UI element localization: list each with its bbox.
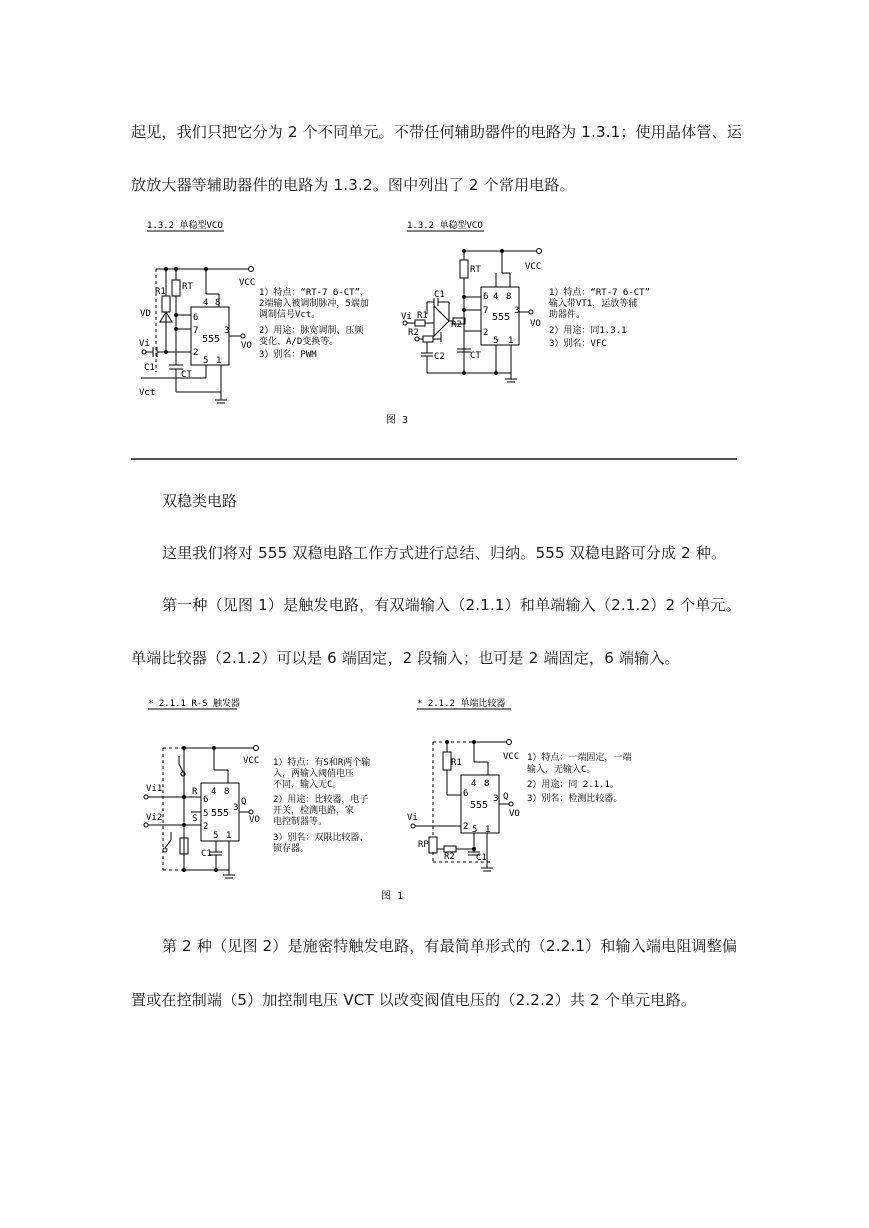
paragraph-3: 这里我们将对 555 双稳电路工作方式进行总结、归纳。555 双稳电路可分成 2 种。 (162, 544, 727, 562)
note-line: 输入带VT1，运放等辅 (549, 299, 638, 309)
pin-label: 3 (514, 306, 520, 316)
note-line: 3）别名：VFC (549, 339, 607, 349)
figure-3-caption: 图 3 (386, 415, 409, 426)
pin-label: 5 (472, 825, 478, 835)
pin-label: 2 (203, 822, 209, 832)
paragraph-6: 第 2 种（见图 2）是施密特触发电路，有最简单形式的（2.2.1）和输入端电阻调整偏 (162, 937, 738, 955)
pin-label: 8 (506, 292, 512, 302)
vcc-label: VCC (503, 752, 520, 762)
rt-label: RT (182, 282, 193, 292)
pin-label: 2 (463, 822, 469, 832)
fig3-left-title: 1.3.2 单稳型VCO (147, 221, 223, 231)
fig1-right-title: * 2.1.2 单端比较器 (417, 699, 506, 709)
c1-label: C1 (201, 849, 212, 859)
note-line: 2）用途：比较器，电子 (273, 795, 369, 805)
pin-label: 4 (471, 779, 477, 789)
paragraph-7: 置或在控制端（5）加控制电压 VCT 以改变阀值电压的（2.2.2）共 2 个单元电路。 (131, 991, 697, 1009)
note-line: 3）别名：PWM (259, 350, 317, 360)
pin-label: 2 (483, 328, 489, 338)
paragraph-5: 单端比较器（2.1.2）可以是 6 端固定，2 段输入；也可是 2 端固定，6 端输入。 (131, 649, 680, 667)
note-line: 1）特点：一端固定，一端 (527, 753, 632, 763)
vo-label: VO (509, 809, 520, 819)
pin-label: 2 (193, 348, 199, 358)
pin-label: 1 (226, 831, 232, 841)
pin-label: 8 (215, 298, 221, 308)
pin-label: 5 (493, 336, 499, 346)
pin-label: 5 (213, 831, 219, 841)
vcc-label: VCC (525, 262, 542, 272)
s-label: S (192, 814, 198, 824)
note-line: 锁存器。 (273, 844, 310, 854)
r1-label: R1 (451, 758, 462, 768)
note-line: 不同，输入无C。 (273, 780, 342, 790)
vct-label: Vct (139, 388, 156, 398)
note-line: 1）特点：“RT-7 6-CT”， (259, 288, 370, 298)
paragraph-4: 第一种（见图 1）是触发电路，有双端输入（2.1.1）和单端输入（2.1.2）2 个单元。 (162, 596, 741, 614)
vi1-label: Vi1 (146, 784, 163, 794)
c1-label: C1 (476, 853, 487, 863)
ct-label: CT (470, 351, 481, 361)
note-line: 2）用途：脉宽调制、压频 (259, 326, 364, 336)
note-line: 3）别名：双限比较器、 (273, 833, 369, 843)
rt-label: RT (470, 265, 481, 275)
vcc-label: VCC (243, 756, 260, 766)
note-line: 2）用途：同1.3.1 (549, 326, 627, 336)
pin-label: 3 (233, 803, 239, 813)
c1-label: C1 (144, 363, 155, 373)
pin-label: 7 (483, 306, 489, 316)
fig3-left-chip: 555 (202, 334, 221, 345)
vo-label: VO (241, 341, 252, 351)
fig3-right-chip: 555 (492, 312, 511, 323)
pin-label: 6 (463, 789, 469, 799)
c2-label: C2 (434, 352, 445, 362)
r2-label: R2 (451, 320, 462, 330)
vi-label: Vi (139, 339, 150, 349)
pin-label: 6 (193, 313, 199, 323)
pin-label: 4 (493, 292, 499, 302)
r2-label: R2 (408, 328, 419, 338)
vi2-label: Vi2 (146, 813, 163, 823)
q-label: Q (503, 792, 509, 802)
note-line: 1）特点：有S和R两个输 (273, 758, 371, 768)
r1-label: R1 (417, 311, 428, 321)
pin-label: 8 (224, 787, 230, 797)
fig1-left-chip: 555 (211, 808, 230, 819)
figure-3-circuits (131, 212, 751, 432)
note-line: 2）用途：同 2.1.1。 (527, 780, 619, 790)
fig1-left-title: * 2.1.1 R-S 触发器 (148, 699, 241, 709)
pin-label: 8 (484, 779, 490, 789)
note-line: 2端输入被调制脉冲，5端加 (259, 299, 369, 309)
pin-label: 5 (203, 356, 209, 366)
note-line: 1）特点：“RT-7 6-CT” (549, 288, 651, 298)
pin-label: 6 (483, 292, 489, 302)
pin-label: 1 (216, 356, 222, 366)
pin-label: 3 (493, 794, 499, 804)
pin-label: 4 (203, 298, 209, 308)
section-divider (131, 458, 737, 460)
pin-label: 7 (193, 326, 199, 336)
note-line: 助器件。 (549, 310, 586, 320)
vo-label: VO (249, 815, 260, 825)
vcc-label: VCC (239, 278, 256, 288)
note-line: 变化、A/D变换等。 (259, 337, 339, 347)
vi-label: Vi (401, 312, 412, 322)
paragraph-2: 放放大器等辅助器件的电路为 1.3.2。图中列出了 2 个常用电路。 (131, 176, 575, 194)
paragraph-1: 起见，我们只把它分为 2 个不同单元。不带任何辅助器件的电路为 1.3.1；使用晶体管、运 (131, 123, 743, 141)
c1-label: C1 (434, 290, 445, 300)
note-line: 调制信号Vct。 (259, 310, 321, 320)
vo-label: VO (530, 319, 541, 329)
pin-label: 1 (485, 825, 491, 835)
rp-label: RP (418, 840, 429, 850)
ct-label: CT (181, 370, 192, 380)
note-line: 输入，无输入C。 (527, 765, 596, 775)
q-label: Q (241, 797, 247, 807)
note-line: 电控制器等。 (273, 817, 328, 827)
pin-label: 6 (203, 795, 209, 805)
note-line: 入，两输入阈值电压 (273, 769, 355, 779)
fig3-right-title: 1.3.2 单稳型VCO (407, 221, 483, 231)
r-label: R (192, 787, 198, 797)
fig1-right-chip: 555 (470, 800, 489, 811)
pin-label: 3 (224, 326, 230, 336)
r2-label: R2 (444, 852, 455, 862)
note-line: 3）别名：检测比较器。 (527, 794, 623, 804)
r1-label: R1 (155, 287, 166, 297)
figure-1-caption: 图 1 (381, 891, 404, 902)
vi-label: Vi (407, 813, 418, 823)
vd-label: VD (140, 309, 151, 319)
note-line: 开关，检测电路，家 (273, 806, 355, 816)
pin-label: 1 (508, 336, 514, 346)
pin-label: 5 (203, 809, 209, 819)
pin-label: 4 (211, 787, 217, 797)
section-heading: 双稳类电路 (162, 492, 238, 510)
figure-1-circuits (131, 692, 751, 907)
